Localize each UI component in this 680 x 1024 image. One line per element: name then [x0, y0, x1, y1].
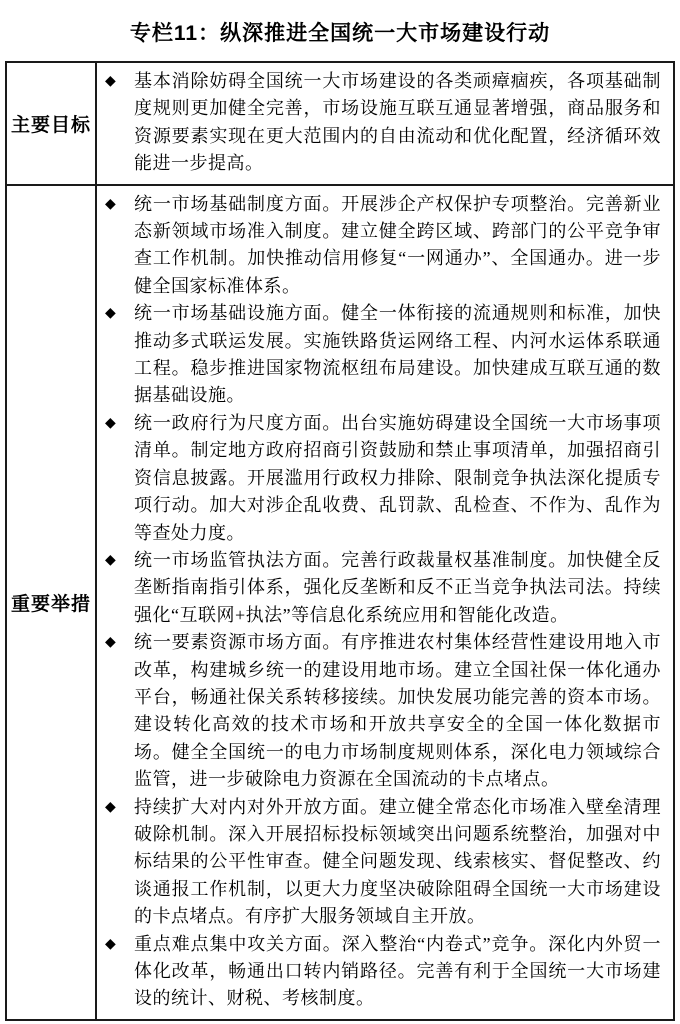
list-item [97, 629, 661, 793]
bullet-text: 统一要素资源市场方面。有序推进农村集体经营性建设用地入市改革，构建城乡统一的建设用地市场。建立全国社保一体化通办平台，畅通社保关系转移接续。加快发展功能完善的资本市场。建设转化高效的技术市场和开放共享安全的全国一体化数据市场。健全全国统一的电力市场制度规则体系，深化电力领域综合监管，进一步破除电力资源在全国流动的卡点堵点。 [134, 632, 661, 790]
diamond-bullet-icon: ◆ [105, 799, 116, 815]
bullet-text: 基本消除妨碍全国统一大市场建设的各类顽瘴痼疾，各项基础制度规则更加健全完善，市场设施互联互通显著增强，商品服务和资源要素实现在更大范围内的自由流动和优化配置，经济循环效能进一步提高。 [134, 71, 661, 174]
row-label-key-measures: 重要举措 [7, 186, 97, 1019]
list-item [97, 794, 661, 931]
bullet-text: 统一市场基础制度方面。开展涉企产权保护专项整治。完善新业态新领域市场准入制度。建立健全跨区域、跨部门的公平竞争审查工作机制。加快推动信用修复“一网通办”、全国通办。进一步健全国家标准体系。 [134, 193, 661, 296]
table-row-key-measures [7, 184, 673, 1019]
row-label-main-goals: 主要目标 [7, 63, 97, 184]
table-row-main-goals [7, 63, 673, 184]
bullet-text: 统一政府行为尺度方面。出台实施妨碍建设全国统一大市场事项清单。制定地方政府招商引资鼓励和禁止事项清单，加强招商引资信息披露。开展滥用行政权力排除、限制竞争执法深化提质专项行动。加大对涉企乱收费、乱罚款、乱检查、不作为、乱作为等查处力度。 [134, 412, 661, 543]
bullet-text: 持续扩大对内对外开放方面。建立健全常态化市场准入壁垒清理破除机制。深入开展招标投标领域突出问题系统整治，加强对中标结果的公平性审查。健全问题发现、线索核实、督促整改、约谈通报工作机制，以更大力度坚决破除阻碍全国统一大市场建设的卡点堵点。有序扩大服务领域自主开放。 [134, 796, 661, 927]
bullet-text: 重点难点集中攻关方面。深入整治“内卷式”竞争。深化内外贸一体化改革，畅通出口转内销路径。完善有利于全国统一大市场建设的统计、财税、考核制度。 [134, 933, 661, 1009]
list-item [97, 931, 661, 1013]
diamond-bullet-icon: ◆ [105, 196, 116, 212]
column-box-table [5, 61, 675, 1021]
diamond-bullet-icon: ◆ [105, 936, 116, 952]
diamond-bullet-icon: ◆ [105, 415, 116, 431]
diamond-bullet-icon: ◆ [105, 635, 116, 651]
bullet-text: 统一市场监管执法方面。完善行政裁量权基准制度。加快健全反垄断指南指引体系，强化反垄断和反不正当竞争执法司法。持续强化“互联网+执法”等信息化系统应用和智能化改造。 [134, 549, 661, 625]
list-item [97, 547, 661, 629]
list-item [97, 191, 661, 301]
diamond-bullet-icon: ◆ [105, 74, 116, 89]
list-item [97, 410, 661, 547]
bullet-text: 统一市场基础设施方面。健全一体衔接的流通规则和标准，加快推动多式联运发展。实施铁路货运网络工程、内河水运体系联通工程。稳步推进国家物流枢纽布局建设。加快建成互联互通的数据基础设施。 [134, 303, 661, 406]
diamond-bullet-icon: ◆ [105, 552, 116, 568]
page-title: 专栏11：纵深推进全国统一大市场建设行动 [129, 22, 551, 45]
row-content-key-measures [97, 186, 673, 1019]
row-content-main-goals [97, 63, 673, 184]
list-item [97, 68, 661, 178]
diamond-bullet-icon: ◆ [105, 306, 116, 322]
list-item [97, 300, 661, 410]
